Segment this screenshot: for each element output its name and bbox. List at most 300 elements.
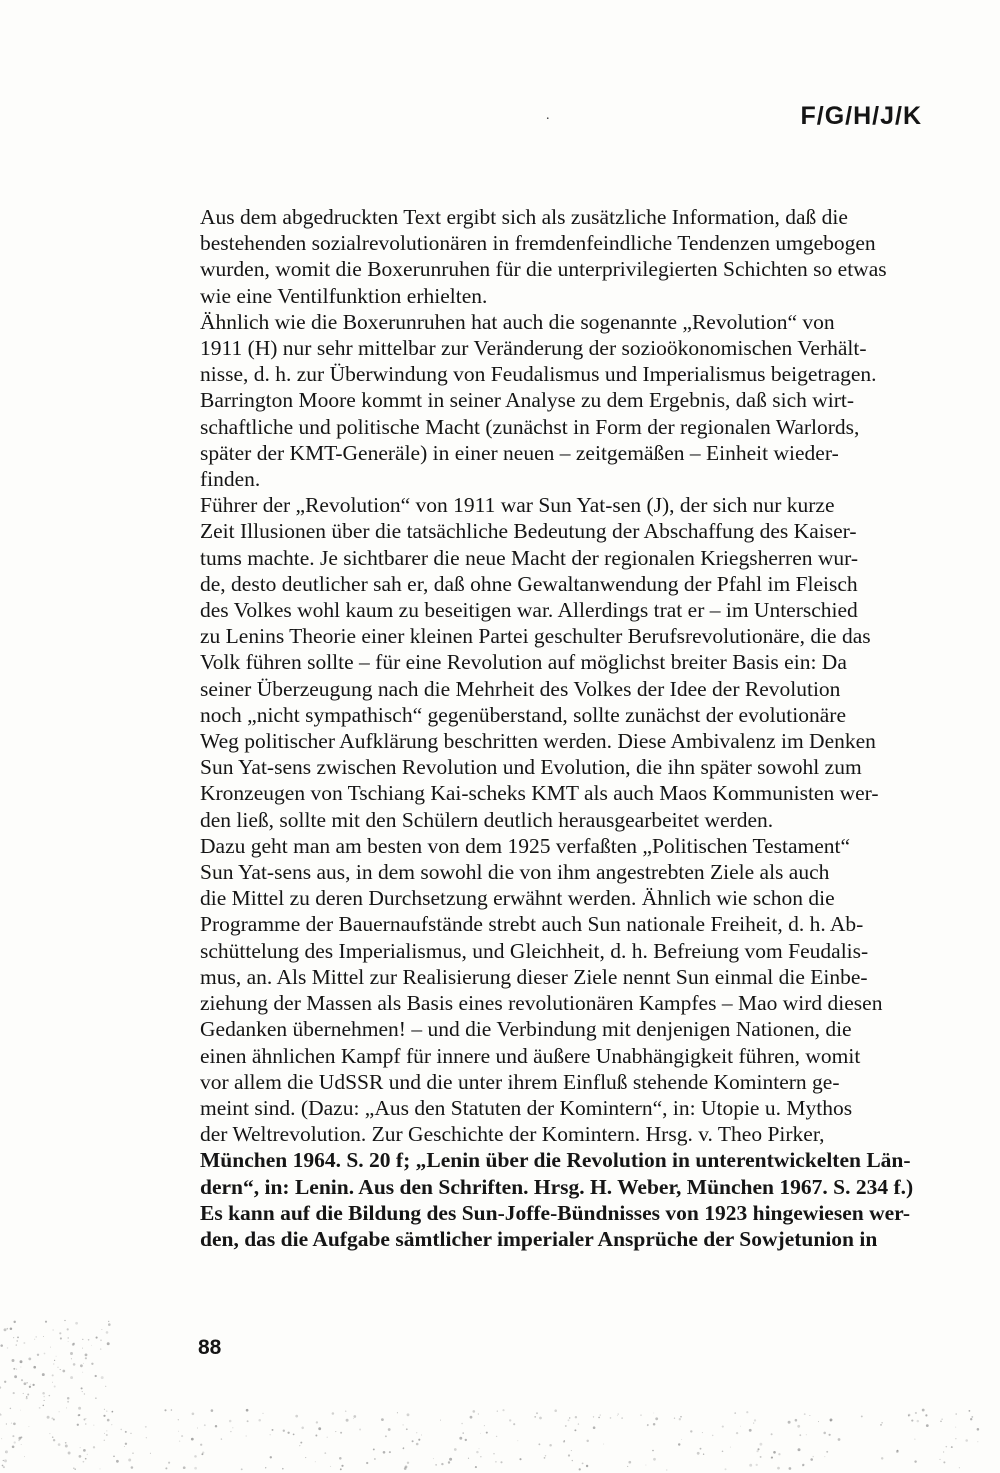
noise-speck [681, 1439, 682, 1440]
noise-speck [703, 1454, 704, 1455]
noise-speck [509, 1419, 511, 1421]
noise-speck [33, 1366, 36, 1369]
noise-speck [502, 1409, 504, 1411]
noise-speck [104, 1409, 105, 1410]
noise-speck [756, 1464, 758, 1466]
noise-speck [68, 1452, 71, 1455]
noise-speck [955, 1438, 956, 1439]
noise-speck [18, 1437, 21, 1440]
noise-speck [568, 1454, 570, 1456]
noise-speck [680, 1416, 682, 1418]
noise-speck [652, 1450, 654, 1452]
noise-speck [697, 1452, 700, 1455]
noise-speck [282, 1468, 284, 1470]
noise-speck [301, 1427, 304, 1430]
noise-speck [472, 1410, 475, 1413]
noise-speck [373, 1448, 375, 1450]
noise-speck [478, 1413, 479, 1414]
text-line: ziehung der Massen als Basis eines revolutionären Kampfes – Mao wird diesen [200, 991, 883, 1016]
noise-speck [201, 1453, 203, 1455]
noise-speck [810, 1458, 813, 1461]
noise-speck [52, 1374, 54, 1376]
noise-speck [191, 1438, 194, 1441]
noise-speck [44, 1353, 46, 1355]
noise-speck [645, 1465, 646, 1466]
noise-speck [571, 1450, 572, 1451]
noise-speck [241, 1468, 243, 1470]
noise-speck [943, 1461, 945, 1463]
noise-speck [500, 1461, 502, 1463]
noise-speck [14, 1441, 16, 1443]
text-line: Aus dem abgedruckten Text ergibt sich als zusätzliche Information, daß die [200, 205, 848, 229]
noise-speck [7, 1347, 8, 1348]
noise-speck [47, 1416, 50, 1419]
noise-speck [826, 1451, 828, 1453]
noise-speck [441, 1463, 443, 1465]
noise-speck [917, 1420, 919, 1422]
noise-speck [823, 1432, 826, 1435]
noise-speck [674, 1418, 675, 1419]
noise-speck [702, 1432, 703, 1433]
noise-speck [572, 1460, 573, 1461]
noise-speck [433, 1458, 434, 1459]
noise-speck [124, 1446, 125, 1447]
noise-speck [804, 1413, 806, 1415]
noise-speck [640, 1414, 642, 1416]
noise-speck [955, 1427, 956, 1428]
noise-speck [43, 1405, 45, 1407]
noise-speck [544, 1457, 546, 1459]
noise-speck [101, 1329, 102, 1330]
noise-speck [53, 1364, 54, 1365]
text-line: der Weltrevolution. Zur Geschichte der Komintern. Hrsg. v. Theo Pirker, [200, 1122, 825, 1147]
noise-speck [26, 1397, 28, 1399]
noise-speck [813, 1456, 814, 1457]
text-line: Gedanken übernehmen! – und die Verbindung mit denjenigen Nationen, die [200, 1017, 852, 1042]
text-line: de, desto deutlicher sah er, daß ohne Gewaltanwendung der Pfahl im Fleisch [200, 571, 858, 596]
noise-speck [554, 1409, 557, 1412]
noise-speck [200, 1444, 202, 1446]
noise-speck [183, 1466, 186, 1469]
noise-speck [100, 1348, 101, 1349]
noise-speck [204, 1424, 206, 1426]
noise-speck [28, 1426, 29, 1427]
text-line: München 1964. S. 20 f; „Lenin über die Revolution in unterentwickelten Län- [200, 1148, 911, 1173]
noise-speck [586, 1440, 588, 1442]
noise-speck [6, 1423, 7, 1424]
noise-speck [6, 1328, 8, 1330]
noise-speck [60, 1337, 62, 1339]
noise-speck [465, 1439, 467, 1441]
noise-speck [145, 1426, 147, 1428]
noise-speck [470, 1416, 473, 1419]
noise-speck [538, 1443, 540, 1445]
noise-speck [58, 1367, 59, 1368]
noise-speck [759, 1443, 762, 1446]
noise-speck [246, 1409, 249, 1412]
noise-speck [582, 1462, 584, 1464]
noise-speck [330, 1466, 331, 1467]
noise-speck [416, 1432, 417, 1433]
noise-speck [830, 1418, 833, 1421]
noise-speck [85, 1354, 88, 1357]
noise-speck [28, 1358, 31, 1361]
noise-speck [412, 1440, 414, 1442]
noise-speck [85, 1423, 86, 1424]
noise-speck [828, 1434, 830, 1436]
noise-speck [970, 1418, 972, 1420]
noise-speck [603, 1444, 604, 1445]
noise-speck [809, 1415, 810, 1416]
noise-speck [83, 1449, 86, 1452]
noise-speck [11, 1423, 12, 1424]
noise-speck [435, 1464, 436, 1465]
noise-speck [497, 1410, 498, 1411]
noise-speck [91, 1363, 93, 1365]
noise-speck [101, 1376, 104, 1379]
noise-speck [404, 1467, 407, 1470]
noise-speck [679, 1418, 681, 1420]
noise-speck [44, 1400, 45, 1401]
noise-speck [353, 1415, 356, 1418]
noise-speck [5, 1452, 6, 1453]
noise-speck [914, 1439, 915, 1440]
noise-speck [806, 1434, 807, 1435]
noise-speck [53, 1419, 55, 1421]
noise-speck [366, 1462, 368, 1464]
noise-speck [56, 1356, 57, 1357]
noise-speck [104, 1440, 105, 1441]
text-line: dern“, in: Lenin. Aus den Schriften. Hrsg. H. Weber, München 1967. S. 234 f.) [200, 1174, 914, 1199]
noise-speck [111, 1411, 113, 1413]
noise-speck [112, 1411, 113, 1412]
noise-speck [416, 1443, 419, 1446]
noise-speck [824, 1456, 825, 1457]
noise-speck [65, 1442, 67, 1444]
noise-speck [760, 1456, 762, 1458]
noise-speck [108, 1323, 111, 1326]
text-line: Sun Yat-sens aus, in dem sowohl die von ihm angestrebten Ziele als auch [200, 860, 830, 885]
noise-speck [746, 1411, 748, 1413]
noise-speck [82, 1348, 83, 1349]
noise-speck [564, 1440, 565, 1441]
text-line: den ließ, sollte mit den Schülern deutlich herausgearbeitet werden. [200, 807, 774, 832]
noise-speck [35, 1336, 37, 1338]
noise-speck [517, 1440, 518, 1441]
noise-speck [479, 1448, 480, 1449]
text-line: Weg politischer Aufklärung beschritten werden. Diese Ambivalenz im Denken [200, 729, 876, 754]
noise-speck [211, 1409, 214, 1412]
text-line: zu Lenins Theorie einer kleinen Partei geschulter Berufsrevolutionäre, die das [200, 624, 871, 649]
noise-speck [74, 1468, 75, 1469]
noise-speck [283, 1430, 285, 1432]
noise-speck [16, 1340, 17, 1341]
noise-speck [20, 1410, 21, 1411]
noise-speck [178, 1431, 179, 1432]
noise-speck [324, 1452, 326, 1454]
noise-speck [407, 1413, 410, 1416]
noise-speck [315, 1435, 317, 1437]
noise-speck [83, 1363, 84, 1364]
noise-speck [493, 1453, 494, 1454]
noise-speck [690, 1430, 692, 1432]
noise-speck [37, 1354, 39, 1356]
noise-speck [16, 1344, 17, 1345]
noise-speck [80, 1364, 83, 1367]
noise-speck [315, 1461, 316, 1462]
noise-speck [593, 1416, 594, 1417]
noise-speck [754, 1419, 756, 1421]
noise-speck [194, 1455, 197, 1458]
noise-speck [295, 1415, 298, 1418]
noise-speck [82, 1372, 83, 1373]
noise-speck [480, 1433, 481, 1434]
noise-speck [23, 1342, 25, 1344]
noise-speck [647, 1424, 648, 1425]
noise-speck [192, 1413, 195, 1416]
noise-speck [353, 1418, 354, 1419]
noise-speck [52, 1436, 54, 1438]
noise-speck [232, 1427, 233, 1428]
noise-speck [78, 1414, 80, 1416]
noise-speck [20, 1367, 21, 1368]
noise-speck [655, 1417, 658, 1420]
noise-speck [951, 1446, 953, 1448]
noise-speck [71, 1358, 72, 1359]
noise-speck [575, 1416, 577, 1418]
noise-speck [21, 1379, 23, 1381]
noise-speck [82, 1339, 83, 1340]
noise-speck [459, 1437, 462, 1440]
noise-speck [339, 1457, 342, 1460]
noise-speck [736, 1432, 738, 1434]
noise-speck [940, 1459, 941, 1460]
noise-speck [756, 1450, 758, 1452]
noise-speck [13, 1337, 14, 1338]
noise-speck [258, 1419, 261, 1422]
noise-speck [49, 1395, 50, 1396]
noise-speck [440, 1420, 441, 1421]
noise-speck [383, 1451, 386, 1454]
noise-speck [678, 1443, 680, 1445]
noise-speck [247, 1420, 249, 1422]
noise-speck [84, 1393, 85, 1394]
noise-speck [881, 1422, 883, 1424]
noise-speck [798, 1448, 801, 1451]
noise-speck [54, 1360, 55, 1361]
noise-speck [13, 1422, 16, 1425]
noise-speck [519, 1458, 521, 1460]
noise-speck [10, 1408, 12, 1410]
noise-speck [897, 1450, 899, 1452]
noise-speck [73, 1467, 74, 1468]
noise-speck [168, 1462, 170, 1464]
noise-speck [777, 1467, 780, 1470]
noise-speck [730, 1447, 731, 1448]
noise-speck [757, 1448, 759, 1450]
noise-speck [402, 1424, 403, 1425]
noise-speck [617, 1415, 618, 1416]
noise-speck [627, 1466, 628, 1467]
noise-speck [20, 1360, 23, 1363]
noise-speck [468, 1458, 469, 1459]
noise-speck [82, 1391, 83, 1392]
noise-speck [734, 1412, 736, 1414]
noise-speck [959, 1467, 960, 1468]
noise-speck [740, 1426, 741, 1427]
noise-speck [388, 1428, 391, 1431]
noise-speck [647, 1424, 649, 1426]
noise-speck [128, 1459, 131, 1462]
noise-speck [75, 1322, 78, 1325]
noise-speck [21, 1444, 22, 1445]
noise-speck [771, 1456, 773, 1458]
noise-speck [103, 1415, 105, 1417]
noise-speck [462, 1432, 463, 1433]
noise-speck [79, 1414, 81, 1416]
noise-speck [397, 1412, 398, 1413]
noise-speck [749, 1464, 752, 1467]
noise-speck [60, 1369, 61, 1370]
noise-speck [91, 1345, 92, 1346]
noise-speck [79, 1455, 82, 1458]
noise-speck [666, 1469, 667, 1470]
noise-speck [385, 1435, 387, 1437]
body-text [200, 204, 960, 1252]
noise-speck [896, 1450, 899, 1453]
noise-speck [230, 1431, 231, 1432]
text-line: die Mittel zu deren Durchsetzung erwähnt werden. Ähnlich wie schon die [200, 886, 835, 911]
noise-speck [42, 1373, 45, 1376]
noise-speck [70, 1352, 73, 1355]
noise-speck [202, 1451, 204, 1453]
noise-speck [0, 1344, 3, 1347]
noise-speck [20, 1436, 22, 1438]
noise-speck [54, 1386, 56, 1388]
noise-speck [1, 1438, 2, 1439]
noise-speck [262, 1413, 263, 1414]
noise-speck [93, 1446, 95, 1448]
noise-speck [3, 1466, 5, 1468]
noise-speck [773, 1451, 776, 1454]
noise-speck [49, 1433, 50, 1434]
text-line: wurden, womit die Boxerunruhen für die unterprivilegierten Schichten so etwas [200, 257, 887, 282]
noise-speck [971, 1416, 973, 1418]
noise-speck [914, 1460, 916, 1462]
noise-speck [68, 1341, 69, 1342]
noise-speck [449, 1458, 452, 1461]
noise-speck [335, 1431, 336, 1432]
noise-speck [125, 1431, 127, 1433]
text-line: Dazu geht man am besten von dem 1925 verfaßten „Politischen Testament“ [200, 833, 851, 858]
noise-speck [178, 1419, 179, 1420]
text-line: seiner Überzeugung nach die Mehrheit des Volkes der Idee der Revolution [200, 676, 841, 701]
text-line: Zeit Illusionen über die tatsächliche Bedeutung der Abschaffung des Kaiser- [200, 519, 857, 544]
noise-speck [65, 1445, 68, 1448]
noise-speck [12, 1359, 15, 1362]
text-line: schüttelung des Imperialismus, und Gleichheit, d. h. Befreiung vom Feudalis- [200, 938, 869, 963]
noise-speck [565, 1425, 567, 1427]
noise-speck [43, 1396, 45, 1398]
noise-speck [579, 1468, 581, 1470]
noise-speck [14, 1375, 17, 1378]
noise-speck [753, 1423, 754, 1424]
noise-speck [574, 1429, 576, 1431]
noise-speck [4, 1459, 7, 1462]
noise-speck [922, 1409, 925, 1412]
noise-speck [332, 1412, 335, 1415]
noise-speck [318, 1427, 321, 1430]
noise-speck [53, 1439, 55, 1441]
noise-speck [861, 1415, 863, 1417]
noise-speck [327, 1437, 328, 1438]
noise-speck [95, 1375, 97, 1377]
noise-speck [480, 1456, 481, 1457]
noise-speck [476, 1451, 478, 1453]
noise-speck [67, 1397, 70, 1400]
noise-speck [965, 1439, 968, 1442]
noise-speck [194, 1467, 197, 1470]
text-line: den, das die Aufgabe sämtlicher imperialer Ansprüche der Sowjetunion in [200, 1226, 878, 1251]
noise-speck [977, 1428, 980, 1431]
noise-speck [795, 1419, 798, 1422]
noise-speck [116, 1460, 119, 1463]
noise-speck [85, 1458, 87, 1460]
text-line: Ähnlich wie die Boxerunruhen hat auch die sogenannte „Revolution“ von [200, 309, 835, 334]
noise-speck [246, 1435, 247, 1436]
noise-speck [3, 1460, 4, 1461]
noise-speck [968, 1410, 970, 1412]
text-line: Barrington Moore kommt in seiner Analyse zu dem Ergebnis, daß sich wirt- [200, 388, 855, 413]
noise-speck [106, 1411, 107, 1412]
noise-speck [534, 1416, 536, 1418]
noise-speck [164, 1409, 166, 1411]
noise-speck [59, 1332, 61, 1334]
text-line: nisse, d. h. zur Überwindung von Feudalismus und Imperialismus beigetragen. [200, 362, 877, 387]
noise-speck [305, 1457, 306, 1458]
noise-speck [908, 1415, 909, 1416]
noise-speck [34, 1339, 35, 1340]
noise-speck [130, 1433, 131, 1434]
noise-speck [799, 1434, 801, 1436]
noise-speck [653, 1423, 656, 1426]
noise-speck [150, 1453, 151, 1454]
noise-speck [12, 1446, 15, 1449]
noise-speck [593, 1426, 596, 1429]
noise-speck [448, 1461, 450, 1463]
noise-speck [78, 1407, 81, 1410]
noise-speck [96, 1337, 98, 1339]
noise-speck [52, 1382, 53, 1383]
noise-speck [943, 1451, 944, 1452]
noise-speck [229, 1420, 232, 1423]
noise-speck [496, 1436, 497, 1437]
noise-speck [797, 1425, 800, 1428]
noise-speck [802, 1465, 803, 1466]
noise-speck [911, 1420, 913, 1422]
noise-speck [171, 1409, 173, 1411]
noise-speck [536, 1412, 538, 1414]
noise-speck [270, 1434, 271, 1435]
noise-speck [653, 1413, 654, 1414]
noise-speck [513, 1423, 515, 1425]
page-number: 88 [198, 1336, 222, 1359]
noise-speck [618, 1413, 619, 1414]
noise-speck [712, 1435, 714, 1437]
noise-speck [407, 1462, 409, 1464]
noise-speck [197, 1428, 198, 1429]
noise-speck [32, 1384, 34, 1386]
